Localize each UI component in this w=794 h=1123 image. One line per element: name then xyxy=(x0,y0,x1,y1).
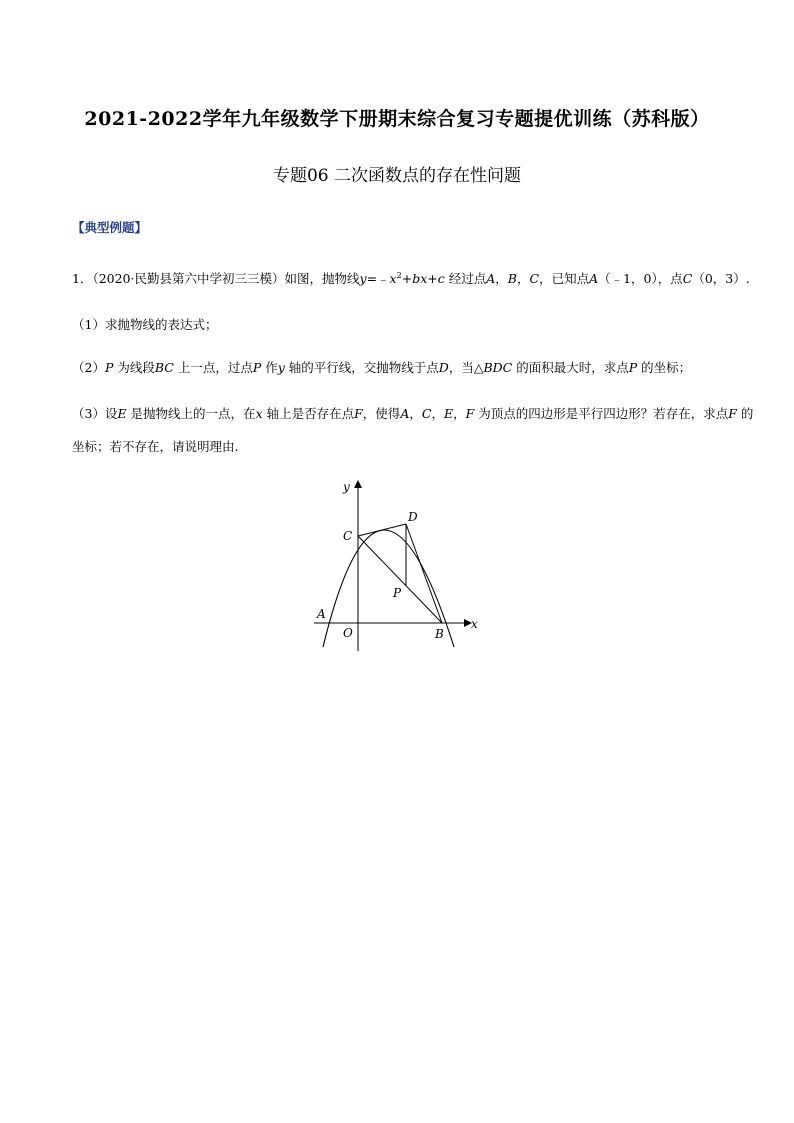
label-x: x xyxy=(471,617,478,631)
parabola-figure-svg xyxy=(308,476,490,656)
section-heading: 【典型例题】 xyxy=(72,220,148,235)
label-c: C xyxy=(343,529,353,543)
label-y: y xyxy=(343,480,350,494)
segment-db xyxy=(406,524,442,623)
label-d: D xyxy=(408,510,418,524)
question-1: （1）求抛物线的表达式； xyxy=(72,317,218,332)
question-3: （3）设E 是抛物线上的一点，在x 轴上是否存在点F，使得A，C，E，F 为顶点的四边形是平行四边形？若存在，求点F 的 xyxy=(72,406,754,421)
parabola-figure xyxy=(308,476,490,656)
segment-cd xyxy=(358,524,406,536)
label-b: B xyxy=(435,627,444,641)
label-o: O xyxy=(343,626,353,640)
document-subtitle: 专题06 二次函数点的存在性问题 xyxy=(272,166,522,186)
label-p: P xyxy=(393,586,402,600)
question-2: （2）P 为线段BC 上一点，过点P 作y 轴的平行线，交抛物线于点D，当△BDC 的面积最大时，求点P 的坐标； xyxy=(72,360,692,375)
document-title: 2021-2022学年九年级数学下册期末综合复习专题提优训练（苏科版） xyxy=(84,108,710,130)
problem-intro: 1．（2020·民勤县第六中学初三三模）如图，抛物线$y=﹣x^2+bx+c$ 经过点A，B，C，已知点A（﹣1，0），点C（0，3）. xyxy=(72,270,750,286)
segment-cb xyxy=(358,536,442,623)
label-a: A xyxy=(317,607,326,621)
question-3-continued: 坐标；若不存在，请说明理由. xyxy=(72,439,239,454)
